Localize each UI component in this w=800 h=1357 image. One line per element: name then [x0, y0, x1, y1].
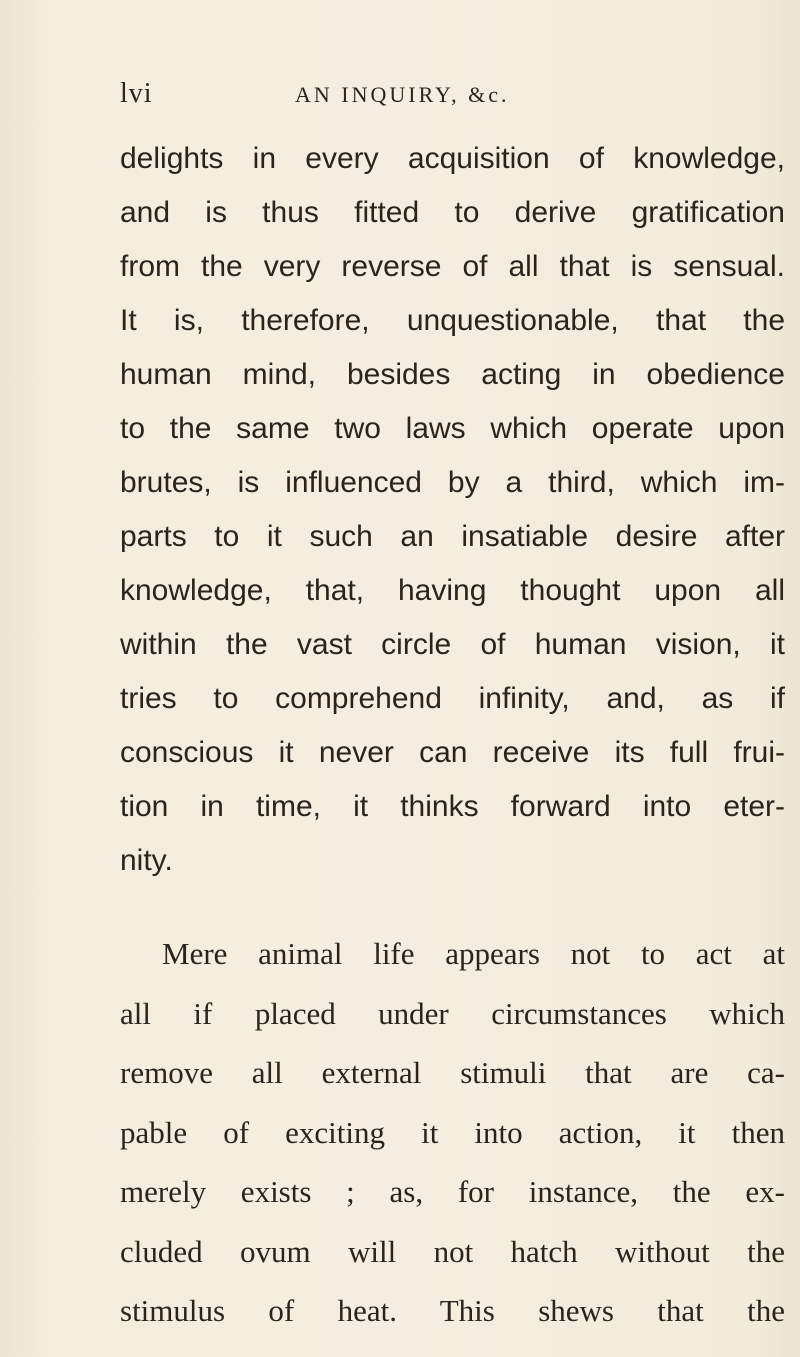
- text-line: tion in time, it thinks forward into eter-: [120, 790, 785, 823]
- text-line: tries to comprehend infinity, and, as if: [120, 682, 785, 715]
- text-line: delights in every acquisition of knowledge,: [120, 142, 785, 175]
- page-number: lvi: [120, 78, 153, 109]
- body-text: [120, 132, 785, 1341]
- paragraph-2: [120, 924, 785, 1341]
- text-line: nity.: [120, 844, 173, 877]
- text-line: cluded ovum will not hatch without the: [120, 1233, 785, 1269]
- text-line: merely exists ; as, for instance, the ex-: [120, 1174, 785, 1209]
- text-line: human mind, besides acting in obedience: [120, 358, 785, 391]
- text-line: all if placed under circumstances which: [120, 995, 785, 1031]
- running-head: AN INQUIRY, &c.: [295, 82, 510, 107]
- text-line: within the vast circle of human vision, it: [120, 628, 785, 661]
- paragraph-1: [120, 132, 785, 888]
- text-line: Mere animal life appears not to act at: [162, 936, 785, 971]
- text-line: from the very reverse of all that is sensual.: [120, 250, 785, 283]
- paragraph-gap: [120, 888, 785, 924]
- text-line: brutes, is influenced by a third, which im-: [120, 466, 785, 499]
- text-line: and is thus fitted to derive gratification: [120, 196, 785, 229]
- page-header: [120, 78, 740, 118]
- text-line: parts to it such an insatiable desire after: [120, 520, 785, 553]
- text-line: to the same two laws which operate upon: [120, 412, 785, 445]
- text-line: stimulus of heat. This shews that the: [120, 1293, 785, 1328]
- text-line: conscious it never can receive its full frui-: [120, 736, 785, 769]
- text-line: knowledge, that, having thought upon all: [120, 574, 785, 607]
- text-line: It is, therefore, unquestionable, that the: [120, 304, 785, 337]
- text-line: pable of exciting it into action, it then: [120, 1114, 785, 1150]
- text-line: remove all external stimuli that are ca-: [120, 1055, 785, 1090]
